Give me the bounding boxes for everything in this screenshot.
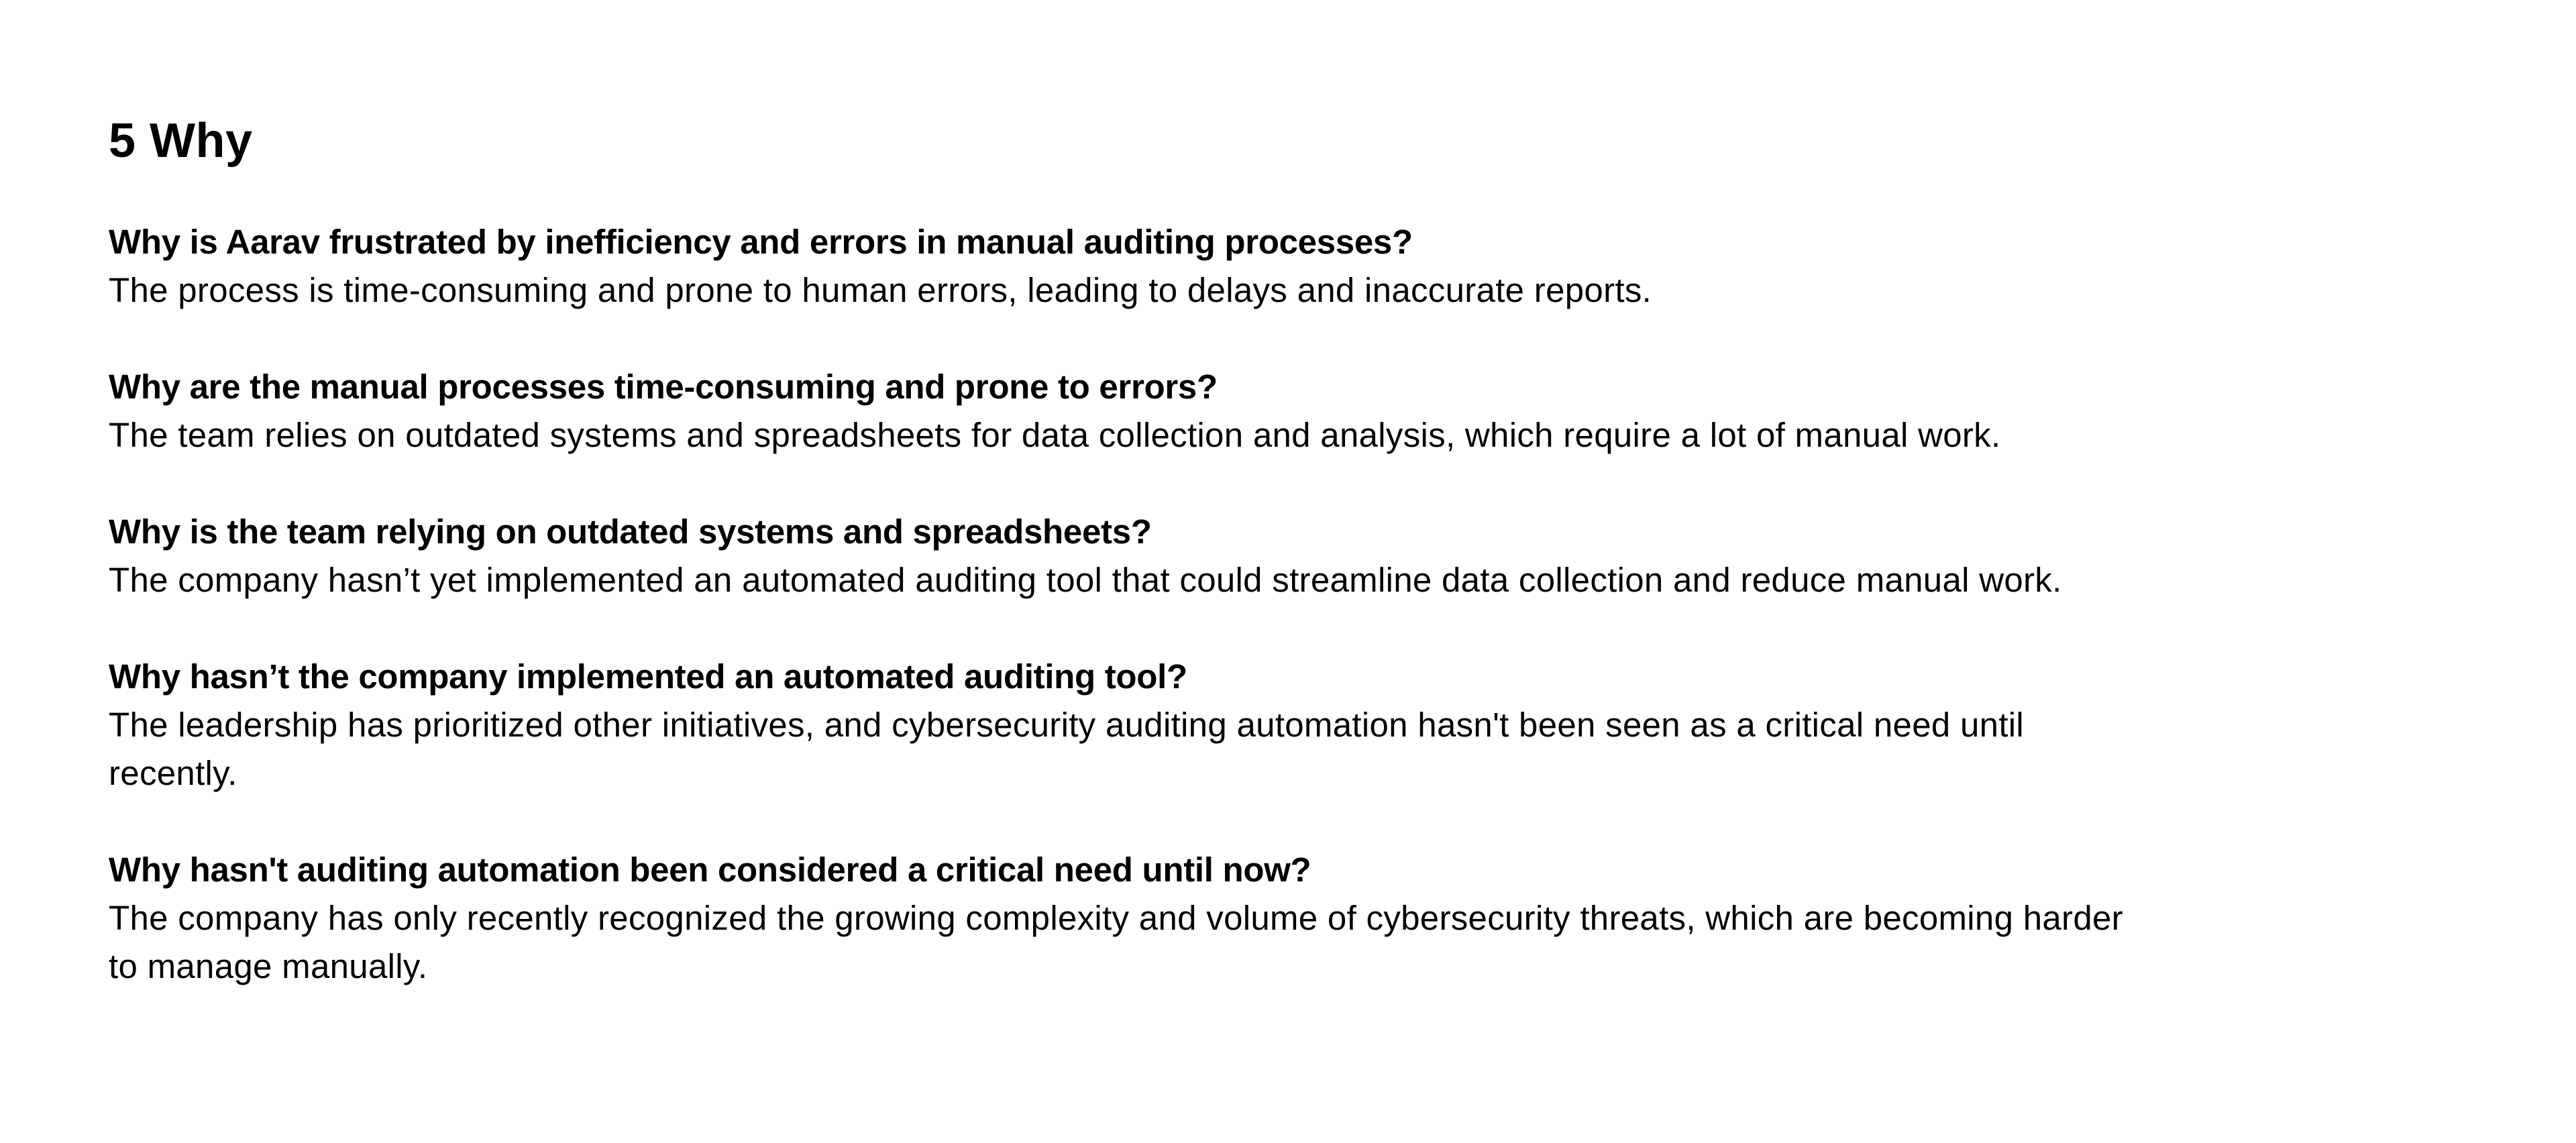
why-question: Why hasn't auditing automation been considered a critical need until now? (109, 851, 1311, 889)
why-item (109, 363, 2135, 459)
why-answer: The process is time-consuming and prone to human errors, leading to delays and inaccurate reports. (109, 271, 1652, 309)
why-answer: The leadership has prioritized other initiatives, and cybersecurity auditing automation hasn't been seen as a critical need until recently. (109, 706, 2025, 792)
why-answer: The team relies on outdated systems and spreadsheets for data collection and analysis, which require a lot of manual work. (109, 416, 2001, 454)
page-title: 5 Why (109, 114, 253, 168)
why-question: Why hasn’t the company implemented an automated auditing tool? (109, 657, 1187, 696)
why-question: Why are the manual processes time-consuming and prone to errors? (109, 368, 1218, 406)
why-item (109, 653, 2135, 798)
why-question: Why is the team relying on outdated systems and spreadsheets? (109, 512, 1152, 551)
why-item (109, 846, 2135, 991)
why-list (109, 218, 2135, 991)
why-item (109, 508, 2135, 604)
why-item (109, 218, 2135, 315)
why-answer: The company hasn’t yet implemented an automated auditing tool that could streamline data collection and reduce manual work. (109, 561, 2062, 599)
why-question: Why is Aarav frustrated by inefficiency and errors in manual auditing processes? (109, 223, 1413, 261)
why-answer: The company has only recently recognized the growing complexity and volume of cybersecurity threats, which are becoming harder to manage manually. (109, 899, 2123, 985)
five-why-document (109, 104, 2135, 1039)
